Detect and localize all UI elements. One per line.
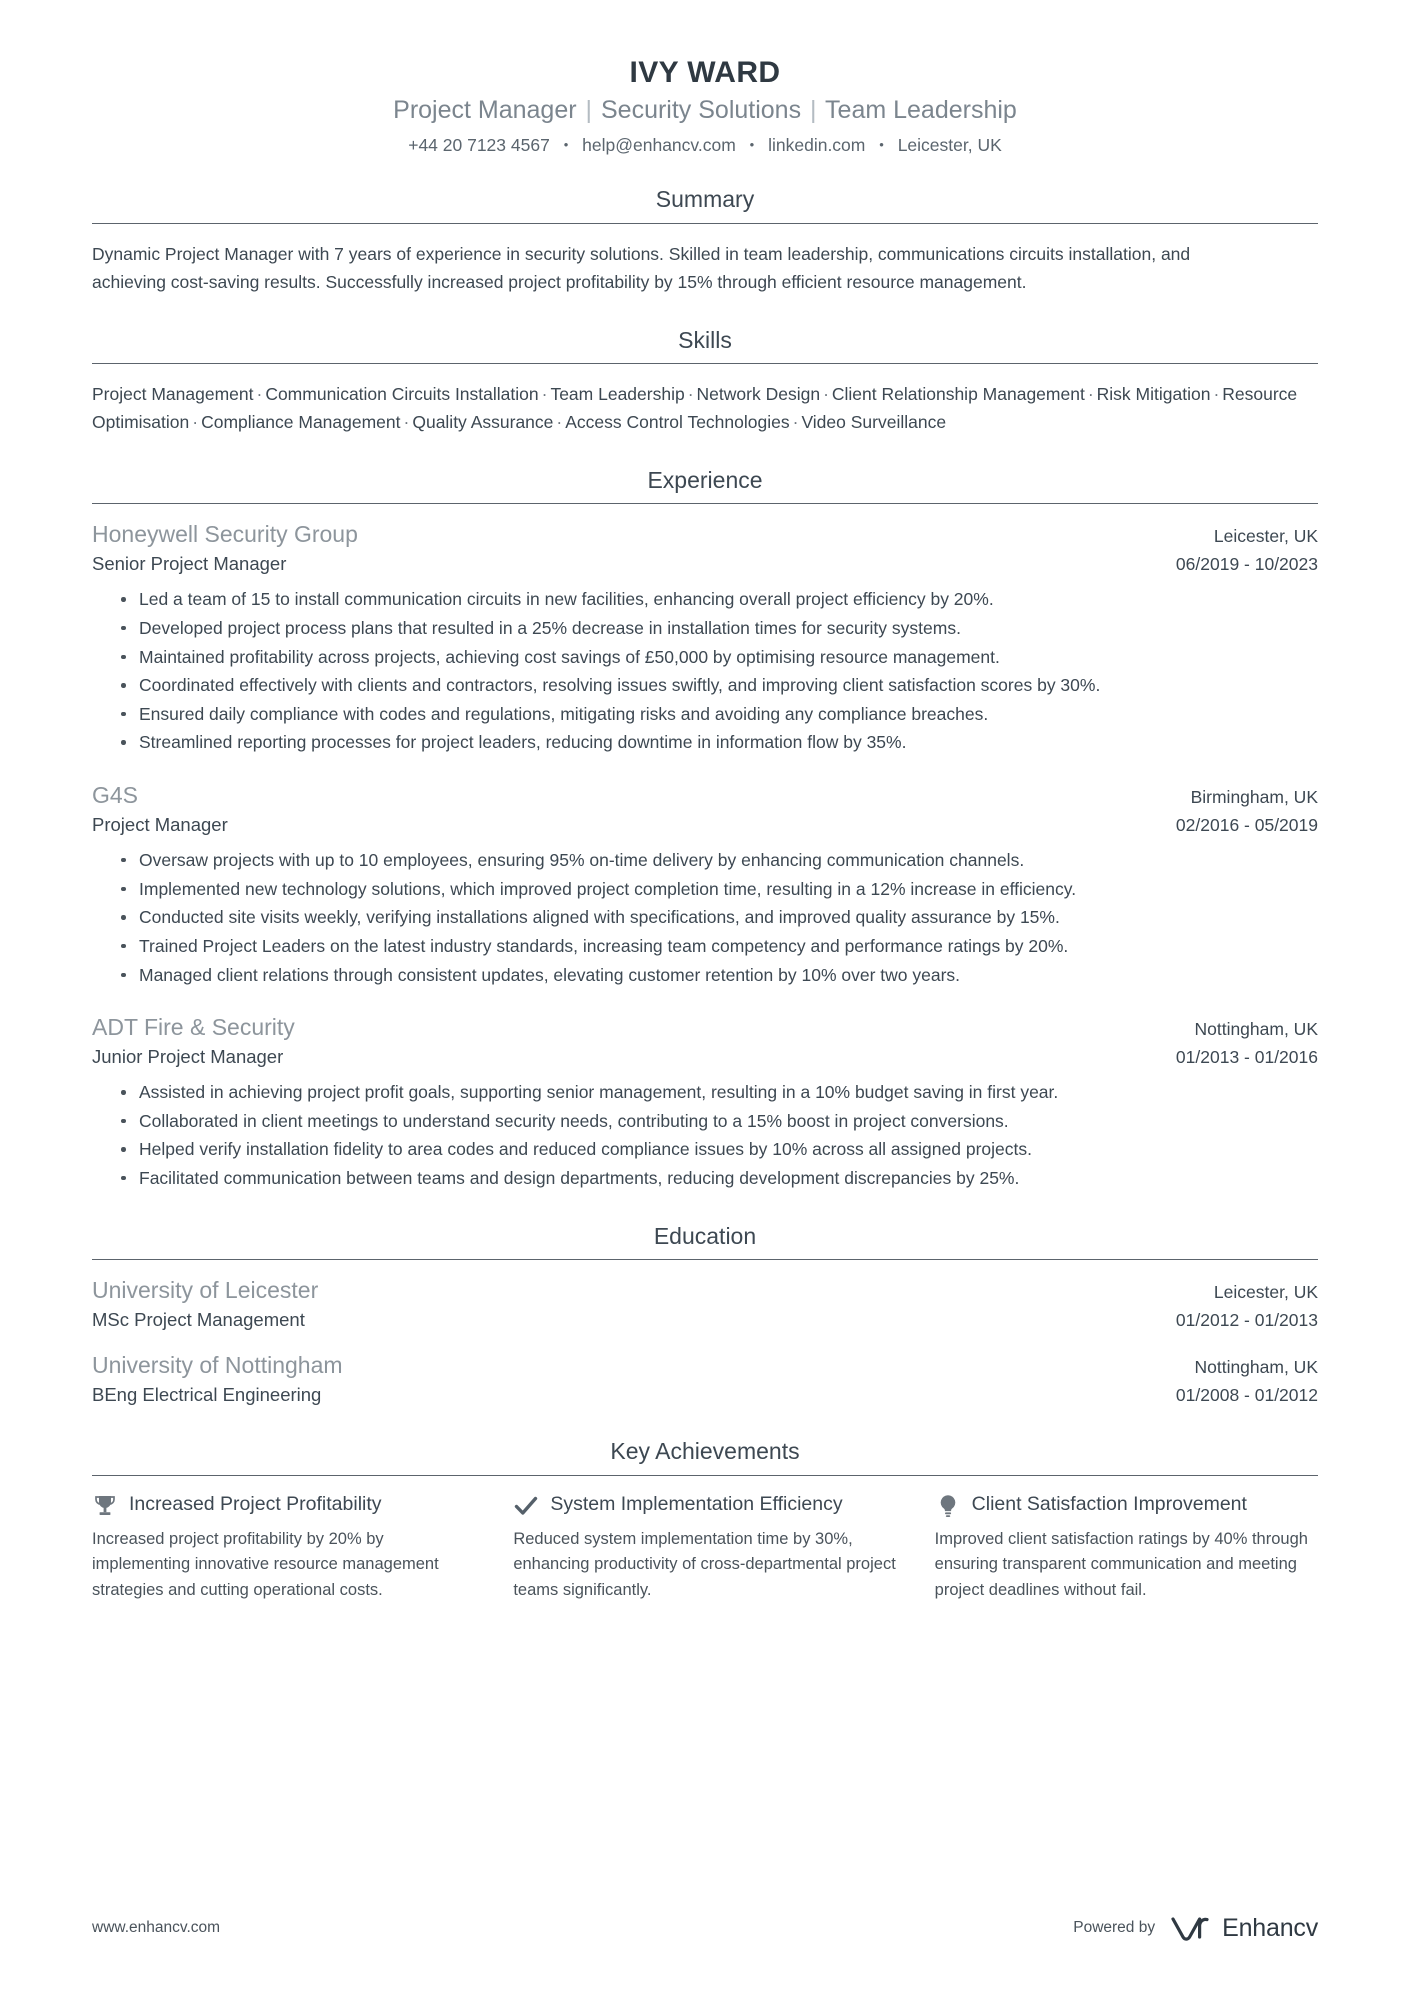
candidate-name: IVY WARD: [629, 56, 781, 89]
achievement-item: [513, 1492, 896, 1604]
experience-bullet: Oversaw projects with up to 10 employees, ensuring 95% on-time delivery by enhancing communication channels.: [119, 847, 1318, 875]
contact-line: [92, 134, 1318, 157]
page-footer: [92, 1913, 1318, 1943]
experience-bullet: Developed project process plans that resulted in a 25% decrease in installation times for security systems.: [119, 615, 1318, 643]
section-experience: [92, 467, 1318, 1193]
education-entry-top-row: [92, 1276, 1318, 1306]
skill-separator: ·: [1213, 384, 1220, 405]
experience-bullet-list: [92, 847, 1318, 989]
section-rule-key-achievements: [92, 1475, 1318, 1476]
skill-item: Team Leadership: [550, 384, 685, 405]
section-title-summary: Summary: [655, 186, 755, 213]
section-key-achievements: [92, 1438, 1318, 1604]
candidate-headline: [92, 95, 1318, 126]
experience-entry-top-row: [92, 781, 1318, 811]
experience-dates: 02/2016 - 05/2019: [1175, 815, 1318, 835]
education-dates: 01/2012 - 01/2013: [1175, 1310, 1318, 1331]
footer-branding: [1073, 1913, 1318, 1943]
experience-entry: [92, 781, 1318, 989]
skill-item: Risk Mitigation: [1096, 384, 1211, 405]
skill-item: Quality Assurance: [412, 412, 554, 433]
experience-bullet: Ensured daily compliance with codes and regulations, mitigating risks and avoiding any compliance breaches.: [119, 701, 1318, 729]
education-institution: University of Nottingham: [92, 1352, 343, 1379]
trophy-icon: [92, 1493, 118, 1519]
achievement-description: Increased project profitability by 20% by implementing innovative resource management strategies and cutting operational costs.: [92, 1529, 439, 1599]
section-rule-experience: [92, 503, 1318, 504]
achievement-header: [92, 1492, 475, 1519]
headline-separator-1: |: [585, 96, 593, 124]
experience-bullet: Helped verify installation fidelity to area codes and reduced compliance issues by 10% across all assigned projects.: [119, 1136, 1318, 1164]
education-entry-top-row: [92, 1351, 1318, 1381]
enhancv-wordmark: Enhancv: [1222, 1913, 1318, 1942]
experience-dates: 01/2013 - 01/2016: [1175, 1047, 1318, 1068]
achievement-header: [935, 1492, 1318, 1519]
skill-separator: ·: [192, 412, 199, 433]
experience-role: Junior Project Manager: [92, 1046, 284, 1068]
skill-item: Access Control Technologies: [565, 412, 790, 433]
achievement-title: Client Satisfaction Improvement: [971, 1492, 1247, 1515]
section-education: [92, 1223, 1318, 1408]
powered-by-label: Powered by: [1073, 1919, 1156, 1936]
summary-text: Dynamic Project Manager with 7 years of experience in security solutions. Skilled in team leadership, communications circuits installation, and achieving cost-saving results. Successfully increased project profitability by 15% through efficient resource management.: [92, 243, 1191, 293]
achievement-description: Improved client satisfaction ratings by 40% through ensuring transparent communication and meeting project deadlines without fail.: [934, 1529, 1308, 1599]
education-entry-sub-row: [92, 1381, 1318, 1408]
experience-bullet-list: [92, 586, 1318, 757]
resume-header: [92, 56, 1318, 156]
contact-linkedin[interactable]: linkedin.com: [768, 134, 866, 155]
headline-separator-2: |: [810, 96, 817, 124]
education-entry: [92, 1351, 1318, 1408]
experience-organization: Honeywell Security Group: [92, 521, 358, 548]
headline-part-2: Security Solutions: [600, 96, 802, 124]
experience-bullet: Facilitated communication between teams and design departments, reducing development discrepancies by 25%.: [119, 1165, 1318, 1193]
skill-item: Resource Optimisation: [92, 384, 1298, 433]
headline-part-1: Project Manager: [393, 96, 577, 124]
skill-separator: ·: [556, 412, 563, 433]
achievement-header: [513, 1492, 896, 1519]
skill-item: Network Design: [696, 384, 821, 405]
experience-dates: 06/2019 - 10/2023: [1175, 554, 1318, 575]
headline-part-3: Team Leadership: [825, 96, 1017, 124]
achievement-item: [935, 1492, 1318, 1604]
skill-item: Client Relationship Management: [831, 384, 1085, 405]
education-degree: MSc Project Management: [92, 1309, 305, 1331]
skill-item: Compliance Management: [201, 412, 401, 433]
education-list: [92, 1276, 1318, 1408]
experience-entry-sub-row: [92, 550, 1318, 577]
section-skills: [92, 327, 1318, 437]
section-title-key-achievements: Key Achievements: [610, 1437, 800, 1464]
education-institution: University of Leicester: [92, 1277, 319, 1304]
experience-bullet: Implemented new technology solutions, which improved project completion time, resulting in a 12% increase in efficiency.: [119, 876, 1318, 904]
education-location: Nottingham, UK: [1194, 1357, 1318, 1378]
achievement-title: System Implementation Efficiency: [550, 1492, 843, 1515]
experience-bullet: Assisted in achieving project profit goals, supporting senior management, resulting in a 10% budget saving in first year.: [119, 1079, 1318, 1107]
contact-separator-1: •: [563, 137, 569, 153]
experience-bullet-list: [92, 1079, 1318, 1193]
enhancv-logo: [1169, 1913, 1318, 1943]
skill-item: Project Management: [92, 384, 254, 405]
skill-separator: ·: [792, 412, 799, 433]
skill-separator: ·: [403, 412, 410, 433]
experience-bullet: Collaborated in client meetings to understand security needs, contributing to a 15% boost in project conversions.: [119, 1108, 1318, 1136]
experience-bullet: Managed client relations through consistent updates, elevating customer retention by 10% over two years.: [119, 962, 1318, 990]
skill-separator: ·: [687, 384, 694, 405]
experience-list: [92, 520, 1318, 1192]
lightbulb-icon: [935, 1493, 961, 1519]
education-dates: 01/2008 - 01/2012: [1175, 1384, 1318, 1405]
experience-bullet: Conducted site visits weekly, verifying installations aligned with specifications, and improved quality assurance by 15%.: [119, 904, 1318, 932]
experience-role: Project Manager: [92, 814, 228, 835]
experience-entry-top-row: [92, 520, 1318, 550]
achievement-description: Reduced system implementation time by 30%, enhancing productivity of cross-departmental project teams significantly.: [513, 1529, 896, 1599]
skill-separator: ·: [541, 384, 548, 405]
experience-bullet: Trained Project Leaders on the latest industry standards, increasing team competency and performance ratings by 20%.: [119, 933, 1318, 961]
experience-bullet: Streamlined reporting processes for project leaders, reducing downtime in information flow by 35%.: [119, 729, 1318, 757]
experience-location: Birmingham, UK: [1190, 787, 1318, 808]
skills-list: [92, 380, 1318, 437]
enhancv-mark-icon: [1169, 1913, 1213, 1943]
experience-bullet: Coordinated effectively with clients and contractors, resolving issues swiftly, and improving client satisfaction scores by 30%.: [119, 672, 1318, 700]
achievements-grid: [92, 1492, 1318, 1604]
contact-separator-3: •: [879, 137, 884, 153]
experience-entry-sub-row: [92, 811, 1318, 838]
experience-location: Leicester, UK: [1213, 526, 1318, 547]
experience-organization: ADT Fire & Security: [92, 1014, 295, 1041]
contact-separator-2: •: [749, 137, 755, 153]
experience-bullet: Maintained profitability across projects, achieving cost savings of £50,000 by optimising resource management.: [119, 644, 1318, 672]
section-title-experience: Experience: [647, 466, 763, 493]
experience-entry-top-row: [92, 1013, 1318, 1043]
skill-separator: ·: [256, 384, 263, 405]
experience-bullet: Led a team of 15 to install communication circuits in new facilities, enhancing overall project efficiency by 20%.: [119, 586, 1318, 614]
education-degree: BEng Electrical Engineering: [92, 1383, 322, 1405]
experience-organization: G4S: [92, 782, 139, 809]
achievement-title: Increased Project Profitability: [129, 1492, 382, 1515]
section-title-skills: Skills: [678, 326, 732, 353]
education-entry-sub-row: [92, 1306, 1318, 1333]
experience-location: Nottingham, UK: [1194, 1019, 1318, 1040]
check-icon: [513, 1493, 539, 1519]
skill-item: Video Surveillance: [801, 412, 947, 433]
contact-phone: +44 20 7123 4567: [408, 134, 550, 155]
experience-entry: [92, 520, 1318, 757]
education-location: Leicester, UK: [1213, 1282, 1318, 1303]
contact-location: Leicester, UK: [897, 134, 1002, 155]
skill-separator: ·: [823, 384, 829, 405]
education-entry: [92, 1276, 1318, 1333]
section-rule-skills: [92, 363, 1318, 364]
section-rule-summary: [92, 223, 1318, 224]
contact-email[interactable]: help@enhancv.com: [582, 134, 736, 155]
section-summary: [92, 186, 1318, 296]
section-title-education: Education: [653, 1222, 757, 1249]
achievement-item: [92, 1492, 475, 1604]
section-rule-education: [92, 1259, 1318, 1260]
experience-role: Senior Project Manager: [92, 553, 287, 575]
skill-separator: ·: [1087, 384, 1094, 405]
experience-entry-sub-row: [92, 1043, 1318, 1070]
skill-item: Communication Circuits Installation: [265, 384, 539, 405]
experience-entry: [92, 1013, 1318, 1192]
footer-website-url[interactable]: www.enhancv.com: [92, 1919, 221, 1936]
